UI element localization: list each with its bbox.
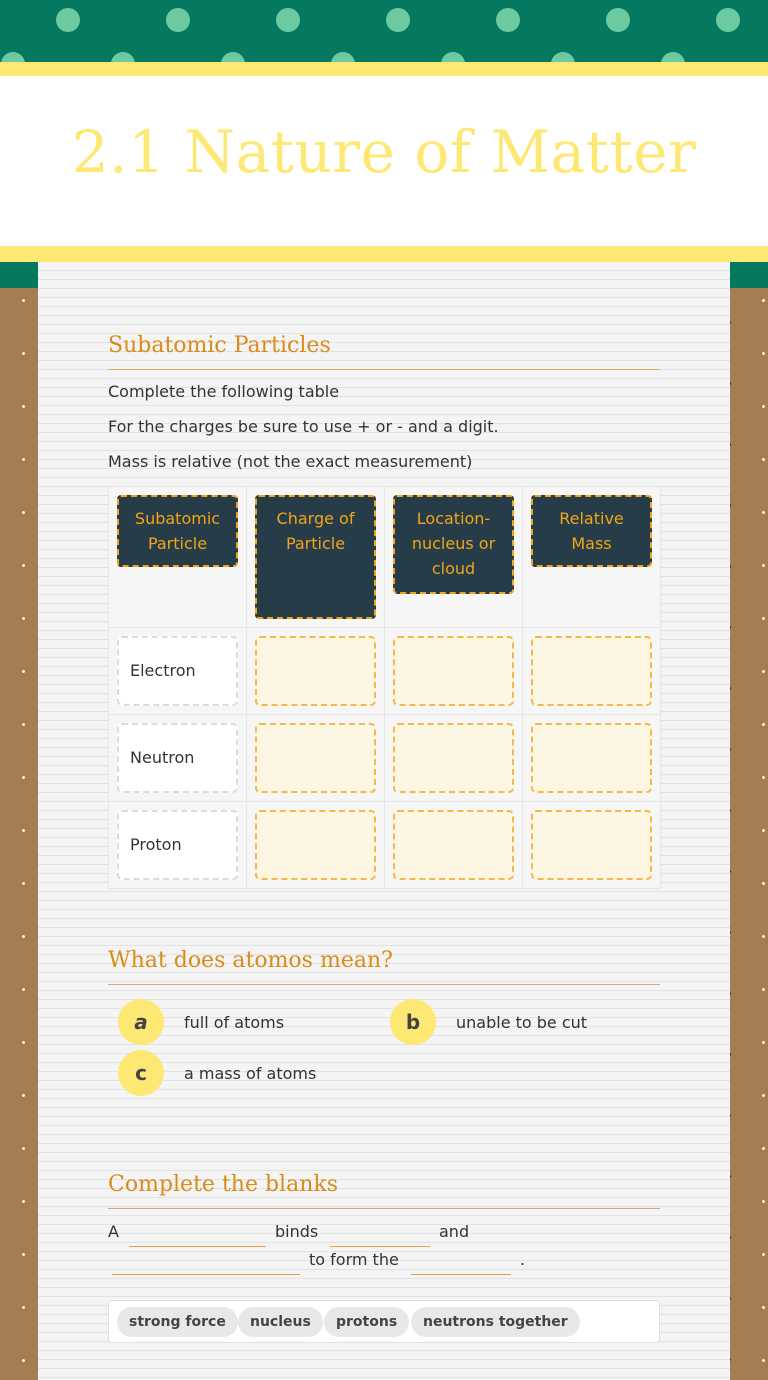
pattern-dot (1, 52, 25, 62)
neutron-location-input[interactable] (393, 723, 514, 793)
pattern-dot (166, 8, 190, 32)
row-label-proton: Proton (117, 810, 238, 880)
proton-location-input[interactable] (393, 810, 514, 880)
pattern-dot (551, 52, 575, 62)
pattern-dot (331, 52, 355, 62)
option-text: full of atoms (184, 1012, 285, 1032)
blank-2-input[interactable] (330, 1245, 430, 1247)
word-chip-protons[interactable]: protons (324, 1307, 409, 1337)
pattern-dot (386, 8, 410, 32)
electron-charge-input[interactable] (255, 636, 376, 706)
electron-location-input[interactable] (393, 636, 514, 706)
sentence-word: to form the (309, 1250, 399, 1269)
instruction-text: Complete the following table (108, 382, 340, 401)
pattern-dot (221, 52, 245, 62)
section-divider (108, 984, 660, 985)
header-cell-charge: Charge of Particle (255, 495, 376, 619)
header-cell-mass: Relative Mass (531, 495, 652, 567)
pattern-dot (441, 52, 465, 62)
option-c[interactable] (118, 1050, 316, 1096)
section-title-subatomic: Subatomic Particles (108, 333, 331, 358)
header-cell-location: Location-nucleus or cloud (393, 495, 514, 594)
neutron-mass-input[interactable] (531, 723, 652, 793)
proton-mass-input[interactable] (531, 810, 652, 880)
table-row (109, 802, 661, 889)
section-divider (108, 1208, 660, 1209)
table-row (109, 628, 661, 715)
table-row (109, 715, 661, 802)
option-letter-badge: b (390, 999, 436, 1045)
pattern-dot (661, 52, 685, 62)
table-header-row (109, 487, 661, 628)
section-divider (108, 369, 660, 370)
sentence-word: binds (275, 1222, 319, 1241)
sentence-word: . (520, 1250, 526, 1269)
header-pattern-band (0, 0, 768, 62)
row-label-neutron: Neutron (117, 723, 238, 793)
section-title-atomos: What does atomos mean? (108, 948, 393, 973)
section-title-blanks: Complete the blanks (108, 1172, 338, 1197)
pattern-dot (606, 8, 630, 32)
option-a[interactable] (118, 999, 284, 1045)
pattern-dot (111, 52, 135, 62)
particle-table (108, 486, 661, 889)
pattern-dot (56, 8, 80, 32)
neutron-charge-input[interactable] (255, 723, 376, 793)
blank-1-input[interactable] (129, 1245, 266, 1247)
pattern-dot (276, 8, 300, 32)
blank-4-input[interactable] (411, 1273, 511, 1275)
option-letter-badge: a (118, 999, 164, 1045)
word-chip-neutrons-together[interactable]: neutrons together (411, 1307, 580, 1337)
proton-charge-input[interactable] (255, 810, 376, 880)
row-label-electron: Electron (117, 636, 238, 706)
option-text: unable to be cut (456, 1012, 588, 1032)
instruction-text: Mass is relative (not the exact measurement) (108, 452, 473, 471)
page-title: 2.1 Nature of Matter (71, 118, 697, 186)
pattern-dot (496, 8, 520, 32)
header-cell-particle: Subatomic Particle (117, 495, 238, 567)
word-chip-nucleus[interactable]: nucleus (238, 1307, 323, 1337)
word-bank (108, 1300, 660, 1343)
header-stripe (0, 246, 768, 262)
sentence-word: and (439, 1222, 470, 1241)
option-letter-badge: c (118, 1050, 164, 1096)
pattern-dot (716, 8, 740, 32)
word-chip-strong-force[interactable]: strong force (117, 1307, 238, 1337)
instruction-text: For the charges be sure to use + or - and a digit. (108, 417, 499, 436)
blank-3-input[interactable] (112, 1273, 300, 1275)
option-text: a mass of atoms (184, 1063, 317, 1083)
option-b[interactable] (390, 999, 587, 1045)
sentence-word: A (108, 1222, 119, 1241)
header-stripe (0, 62, 768, 76)
electron-mass-input[interactable] (531, 636, 652, 706)
